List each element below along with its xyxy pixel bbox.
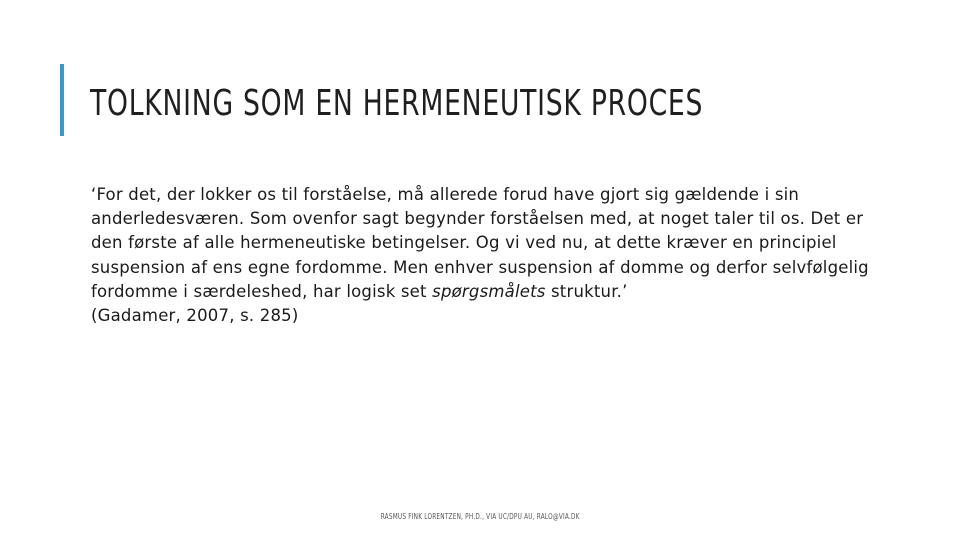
quote-emphasis: spørgsmålets (432, 281, 546, 301)
slide-footer (0, 512, 960, 522)
quote-citation: (Gadamer, 2007, s. 285) (91, 306, 299, 326)
slide-title: TOLKNING SOM EN HERMENEUTISK PROCES (90, 83, 704, 124)
quote-text-part2: struktur.’ (545, 281, 628, 301)
quote-text-part1: ‘For det, der lokker os til forståelse, må allerede forud have gjort sig gældende i sin anderledesværen. Som ovenfor sagt begynder forståelsen med, at noget taler til os. Det er den første af alle hermeneutiske betingelser. Og vi ved nu, at dette kræver en principiel suspension af ens egne fordomme. Men enhver suspension af domme og derfor selvfølgelig fordomme i særdeleshed, har logisk set (91, 185, 869, 301)
title-accent-bar (60, 64, 64, 136)
footer-text: RASMUS FINK LORENTZEN, PH.D., VIA UC/DPU AU, RALO@VIA.DK (380, 512, 580, 521)
quote-text (91, 183, 891, 328)
